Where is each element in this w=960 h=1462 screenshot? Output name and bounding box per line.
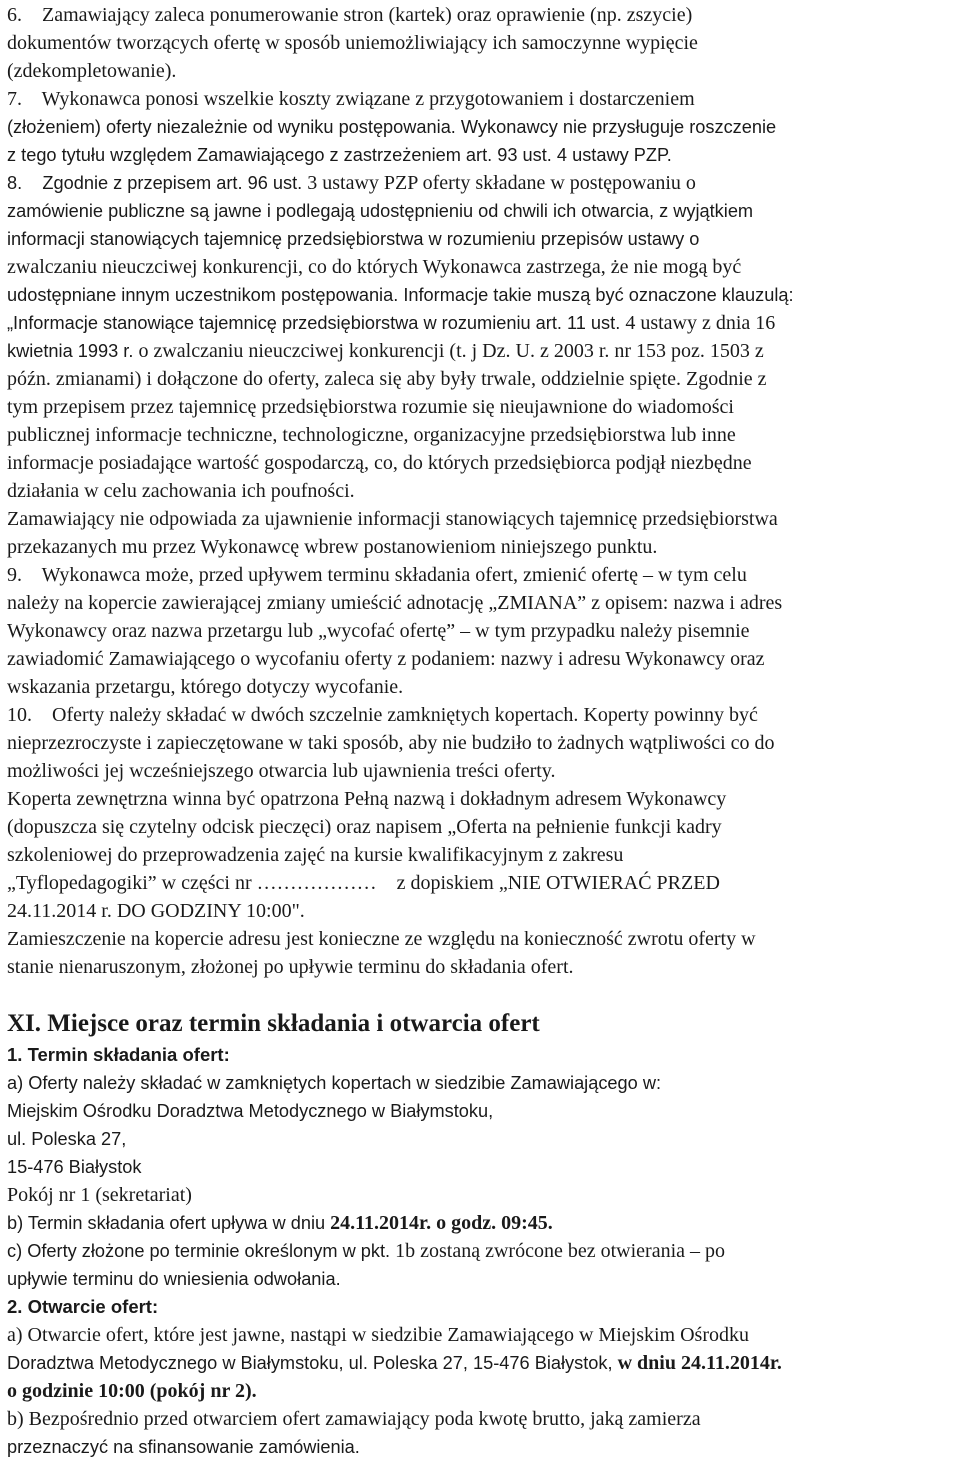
text-line (7, 1181, 952, 1209)
text-segment: upływie terminu do wniesienia odwołania. (7, 1269, 341, 1289)
text-segment: Zamieszczenie na kopercie adresu jest konieczne ze względu na konieczność zwrotu oferty w (7, 928, 756, 950)
text-segment: „Informacje stanowiące tajemnicę przedsiębiorstwa w rozumieniu art. 11 ust. (7, 313, 626, 333)
text-segment: 8. Zgodnie z przepisem art. 96 ust. (7, 173, 308, 193)
text-line (7, 309, 952, 337)
text-segment: późn. zmianami) i dołączone do oferty, zaleca się aby były trwale, oddzielnie spięte. (7, 368, 686, 390)
text-segment: zwalczaniu nieuczciwej konkurencji, co do których Wykonawca zastrzega, że nie mogą być (7, 256, 742, 278)
text-segment: Informacje takie muszą być oznaczone klauzulą: (403, 285, 794, 305)
text-line (7, 29, 952, 57)
text-segment: 3 ustawy PZP oferty składane w postępowaniu o (307, 172, 696, 194)
text-line (7, 729, 952, 757)
section-heading: XI. Miejsce oraz termin składania i otwarcia ofert (7, 1010, 540, 1037)
subheading (7, 1041, 952, 1069)
section-gap (7, 981, 952, 1007)
text-segment: wskazania przetargu, którego dotyczy wycofanie. (7, 676, 404, 698)
text-segment: Pokój nr 1 (sekretariat) (7, 1184, 192, 1206)
text-segment: Wykonawcy oraz nazwa przetargu lub „wycofać ofertę” – w tym przypadku należy pisemnie (7, 620, 750, 642)
text-segment: szkoleniowej do przeprowadzenia zajęć na kursie kwalifikacyjnym z zakresu (7, 844, 624, 866)
text-segment: 10. Oferty należy składać w dwóch szczelnie zamkniętych kopertach. (7, 704, 584, 726)
text-line (7, 421, 952, 449)
text-segment: 15-476 Białystok (7, 1157, 142, 1177)
text-segment: b) Bezpośrednio przed otwarciem ofert zamawiający poda kwotę brutto, jaką zamierza (7, 1408, 701, 1430)
text-line (7, 897, 952, 925)
text-line (7, 477, 952, 505)
text-line (7, 841, 952, 869)
body-text (7, 1, 952, 981)
text-segment: 2. Otwarcie ofert: (7, 1296, 159, 1317)
text-line (7, 1, 952, 29)
text-segment: 24.11.2014 r. DO GODZINY 10:00". (7, 900, 305, 922)
text-line (7, 589, 952, 617)
text-line (7, 869, 952, 897)
text-segment: c) Oferty złożone po terminie określonym w pkt. (7, 1241, 396, 1261)
text-segment: ul. Poleska 27, (7, 1129, 127, 1149)
text-segment: przeznaczyć na sfinansowanie zamówienia. (7, 1437, 360, 1457)
text-segment: należy na kopercie zawierającej zmiany umieścić adnotację „ZMIANA” z opisem: nazwa i adres (7, 592, 783, 614)
text-segment: stanie nienaruszonym, złożonej po upływie terminu do składania ofert. (7, 956, 574, 978)
subheading (7, 1293, 952, 1321)
text-line (7, 1125, 952, 1153)
text-line (7, 337, 952, 365)
text-segment: zamówienie publiczne są jawne i podlegają udostępnieniu od chwili ich otwarcia, z wyjątkiem (7, 201, 754, 221)
text-line (7, 1321, 952, 1349)
text-segment: (złożeniem) oferty niezależnie od wyniku postępowania. (7, 117, 461, 137)
text-segment: z tego tytułu względem Zamawiającego z zastrzeżeniem art. 93 ust. 4 ustawy PZP. (7, 145, 672, 165)
text-line (7, 1097, 952, 1125)
text-segment: informacji stanowiących tajemnicę przedsiębiorstwa w rozumieniu przepisów ustawy o (7, 229, 700, 249)
text-line (7, 1433, 952, 1461)
text-line (7, 757, 952, 785)
text-line (7, 785, 952, 813)
text-line (7, 253, 952, 281)
text-segment: o zwalczaniu nieuczciwej konkurencji (t. j Dz. U. z 2003 r. nr 153 poz. 1503 z (138, 340, 764, 362)
text-segment: działania w celu zachowania ich poufności. (7, 480, 355, 502)
text-segment: informacje posiadające wartość gospodarczą, co, do których przedsiębiorca podjął niezbędne (7, 452, 752, 474)
text-segment: kwietnia 1993 r. (7, 341, 139, 361)
text-line (7, 673, 952, 701)
text-segment: nieprzezroczyste i zapieczętowane w taki sposób, aby nie budziło to żadnych wątpliwości co do (7, 732, 775, 754)
text-line (7, 197, 952, 225)
text-segment: Koperty powinny być (583, 704, 758, 726)
text-segment: w dniu 24.11.2014r. (617, 1352, 782, 1374)
text-line (7, 393, 952, 421)
text-line (7, 1265, 952, 1293)
text-segment: Zamawiający nie odpowiada za ujawnienie informacji stanowiących tajemnicę przedsiębiorstwa (7, 508, 778, 530)
text-segment: Doradztwa Metodycznego w Białymstoku, ul. Poleska 27, 15-476 Białystok, (7, 1353, 618, 1373)
text-line (7, 1377, 952, 1405)
text-segment: udostępniane innym uczestnikom postępowania. (7, 285, 404, 305)
text-segment: (zdekompletowanie). (7, 60, 177, 82)
text-line (7, 1153, 952, 1181)
text-segment: a) Otwarcie ofert, które jest jawne, nastąpi w siedzibie Zamawiającego w Miejskim Ośrodku (7, 1324, 749, 1346)
text-segment: 1b zostaną zwrócone bez otwierania – po (395, 1240, 726, 1262)
text-segment: 6. Zamawiający zaleca ponumerowanie stron (kartek) oraz oprawienie (np. zszycie) (7, 4, 693, 26)
text-segment: Wykonawcy nie przysługuje roszczenie (460, 117, 777, 137)
text-segment: 9. Wykonawca może, przed upływem terminu składania ofert, zmienić ofertę – w tym celu (7, 564, 747, 586)
section-text (7, 1041, 952, 1461)
text-line (7, 169, 952, 197)
text-segment: o godzinie 10:00 (pokój nr 2). (7, 1380, 257, 1402)
text-segment: 7. Wykonawca ponosi wszelkie koszty związane z przygotowaniem i dostarczeniem (7, 88, 695, 110)
text-line (7, 505, 952, 533)
text-line (7, 57, 952, 85)
text-line (7, 141, 952, 169)
text-segment: tym przepisem przez tajemnicę przedsiębiorstwa rozumie się nieujawnione do wiadomości (7, 396, 734, 418)
text-segment: Koperta zewnętrzna winna być opatrzona Pełną nazwą i dokładnym adresem Wykonawcy (7, 788, 727, 810)
text-segment: dokumentów tworzących ofertę w sposób uniemożliwiający ich samoczynne wypięcie (7, 32, 698, 54)
text-line (7, 281, 952, 309)
text-line (7, 953, 952, 981)
text-segment: „Tyflopedagogiki” w części nr ……………… z dopiskiem „NIE OTWIERAĆ PRZED (7, 872, 720, 894)
text-line (7, 701, 952, 729)
text-line (7, 1349, 952, 1377)
text-line (7, 925, 952, 953)
text-line (7, 1237, 952, 1265)
text-segment: możliwości jej wcześniejszego otwarcia lub ujawnienia treści oferty. (7, 760, 556, 782)
text-line (7, 561, 952, 589)
text-line (7, 617, 952, 645)
text-segment: przekazanych mu przez Wykonawcę wbrew postanowieniom niniejszego punktu. (7, 536, 658, 558)
text-segment: Zgodnie z (685, 368, 767, 390)
text-segment: b) Termin składania ofert upływa w dniu (7, 1213, 331, 1233)
text-line (7, 1069, 952, 1097)
text-segment: 1. Termin składania ofert: (7, 1044, 230, 1065)
text-line (7, 113, 952, 141)
text-line (7, 645, 952, 673)
text-line (7, 1405, 952, 1433)
text-line (7, 449, 952, 477)
text-line (7, 85, 952, 113)
text-segment: 24.11.2014r. o godz. 09:45. (330, 1212, 553, 1234)
text-line (7, 1209, 952, 1237)
text-segment: a) Oferty należy składać w zamkniętych kopertach w siedzibie Zamawiającego w: (7, 1073, 662, 1093)
text-segment: Miejskim Ośrodku Doradztwa Metodycznego w Białymstoku, (7, 1101, 494, 1121)
text-segment: publicznej informacje techniczne, technologiczne, organizacyjne przedsiębiorstwa lub inne (7, 424, 736, 446)
text-segment: zawiadomić Zamawiającego o wycofaniu oferty z podaniem: nazwy i adresu Wykonawcy oraz (7, 648, 765, 670)
text-segment: 4 ustawy z dnia 16 (625, 312, 776, 334)
section-xi (7, 1007, 952, 1461)
text-segment: (dopuszcza się czytelny odcisk pieczęci) oraz napisem „Oferta na pełnienie funkcji kadry (7, 816, 722, 838)
text-line (7, 813, 952, 841)
text-line (7, 365, 952, 393)
text-line (7, 533, 952, 561)
text-line (7, 225, 952, 253)
